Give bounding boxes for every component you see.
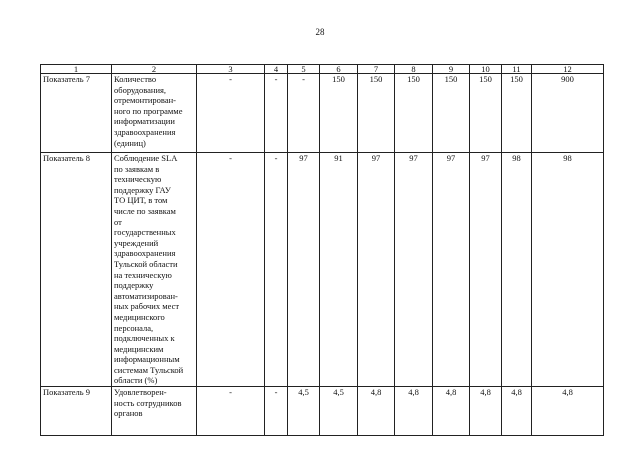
value-cell: 97 bbox=[358, 153, 395, 387]
value-cell: - bbox=[197, 387, 265, 436]
value-cell: 150 bbox=[470, 74, 502, 153]
table-row bbox=[41, 153, 604, 387]
value-cell: 900 bbox=[532, 74, 604, 153]
indicator-name: Показатель 7 bbox=[41, 74, 112, 153]
value-cell: - bbox=[265, 74, 288, 153]
value-cell: - bbox=[265, 153, 288, 387]
value-cell: 91 bbox=[320, 153, 358, 387]
column-header: 5 bbox=[288, 65, 320, 74]
value-cell: 4,8 bbox=[502, 387, 532, 436]
value-cell: 97 bbox=[433, 153, 470, 387]
value-cell: 98 bbox=[532, 153, 604, 387]
value-cell: 4,8 bbox=[395, 387, 433, 436]
value-cell: 150 bbox=[395, 74, 433, 153]
value-cell: 4,8 bbox=[470, 387, 502, 436]
column-header: 12 bbox=[532, 65, 604, 74]
value-cell: 150 bbox=[433, 74, 470, 153]
value-cell: 4,8 bbox=[532, 387, 604, 436]
column-header: 11 bbox=[502, 65, 532, 74]
value-cell: 97 bbox=[395, 153, 433, 387]
column-header: 4 bbox=[265, 65, 288, 74]
value-cell: 97 bbox=[288, 153, 320, 387]
column-header: 8 bbox=[395, 65, 433, 74]
column-header: 10 bbox=[470, 65, 502, 74]
column-header: 7 bbox=[358, 65, 395, 74]
table-row bbox=[41, 387, 604, 436]
value-cell: 150 bbox=[502, 74, 532, 153]
column-header: 6 bbox=[320, 65, 358, 74]
value-cell: 4,8 bbox=[358, 387, 395, 436]
page-number: 28 bbox=[315, 27, 325, 37]
indicator-description: Количество оборудования, отремонтирован- ного по программе информатизации здравоохранения (единиц) bbox=[112, 74, 197, 153]
indicator-name: Показатель 8 bbox=[41, 153, 112, 387]
value-cell: 98 bbox=[502, 153, 532, 387]
value-cell: - bbox=[288, 74, 320, 153]
column-number-row bbox=[41, 65, 604, 74]
table-row bbox=[41, 74, 604, 153]
column-header: 3 bbox=[197, 65, 265, 74]
indicator-name: Показатель 9 bbox=[41, 387, 112, 436]
value-cell: - bbox=[265, 387, 288, 436]
column-header: 1 bbox=[41, 65, 112, 74]
value-cell: 4,5 bbox=[320, 387, 358, 436]
value-cell: - bbox=[197, 74, 265, 153]
value-cell: 4,8 bbox=[433, 387, 470, 436]
indicator-description: Удовлетворен- ность сотрудников органов bbox=[112, 387, 197, 436]
value-cell: - bbox=[197, 153, 265, 387]
value-cell: 97 bbox=[470, 153, 502, 387]
indicators-table bbox=[40, 64, 604, 436]
column-header: 2 bbox=[112, 65, 197, 74]
value-cell: 4,5 bbox=[288, 387, 320, 436]
value-cell: 150 bbox=[320, 74, 358, 153]
column-header: 9 bbox=[433, 65, 470, 74]
indicator-description: Соблюдение SLA по заявкам в техническую поддержку ГАУ ТО ЦИТ, в том числе по заявкам от государственных учреждений здравоохранения Тульской области на техническую поддержку автоматизирован- ных рабочих мест медицинского персонала, подключенных к медицинским информационным системам Тульской области (%) bbox=[112, 153, 197, 387]
value-cell: 150 bbox=[358, 74, 395, 153]
